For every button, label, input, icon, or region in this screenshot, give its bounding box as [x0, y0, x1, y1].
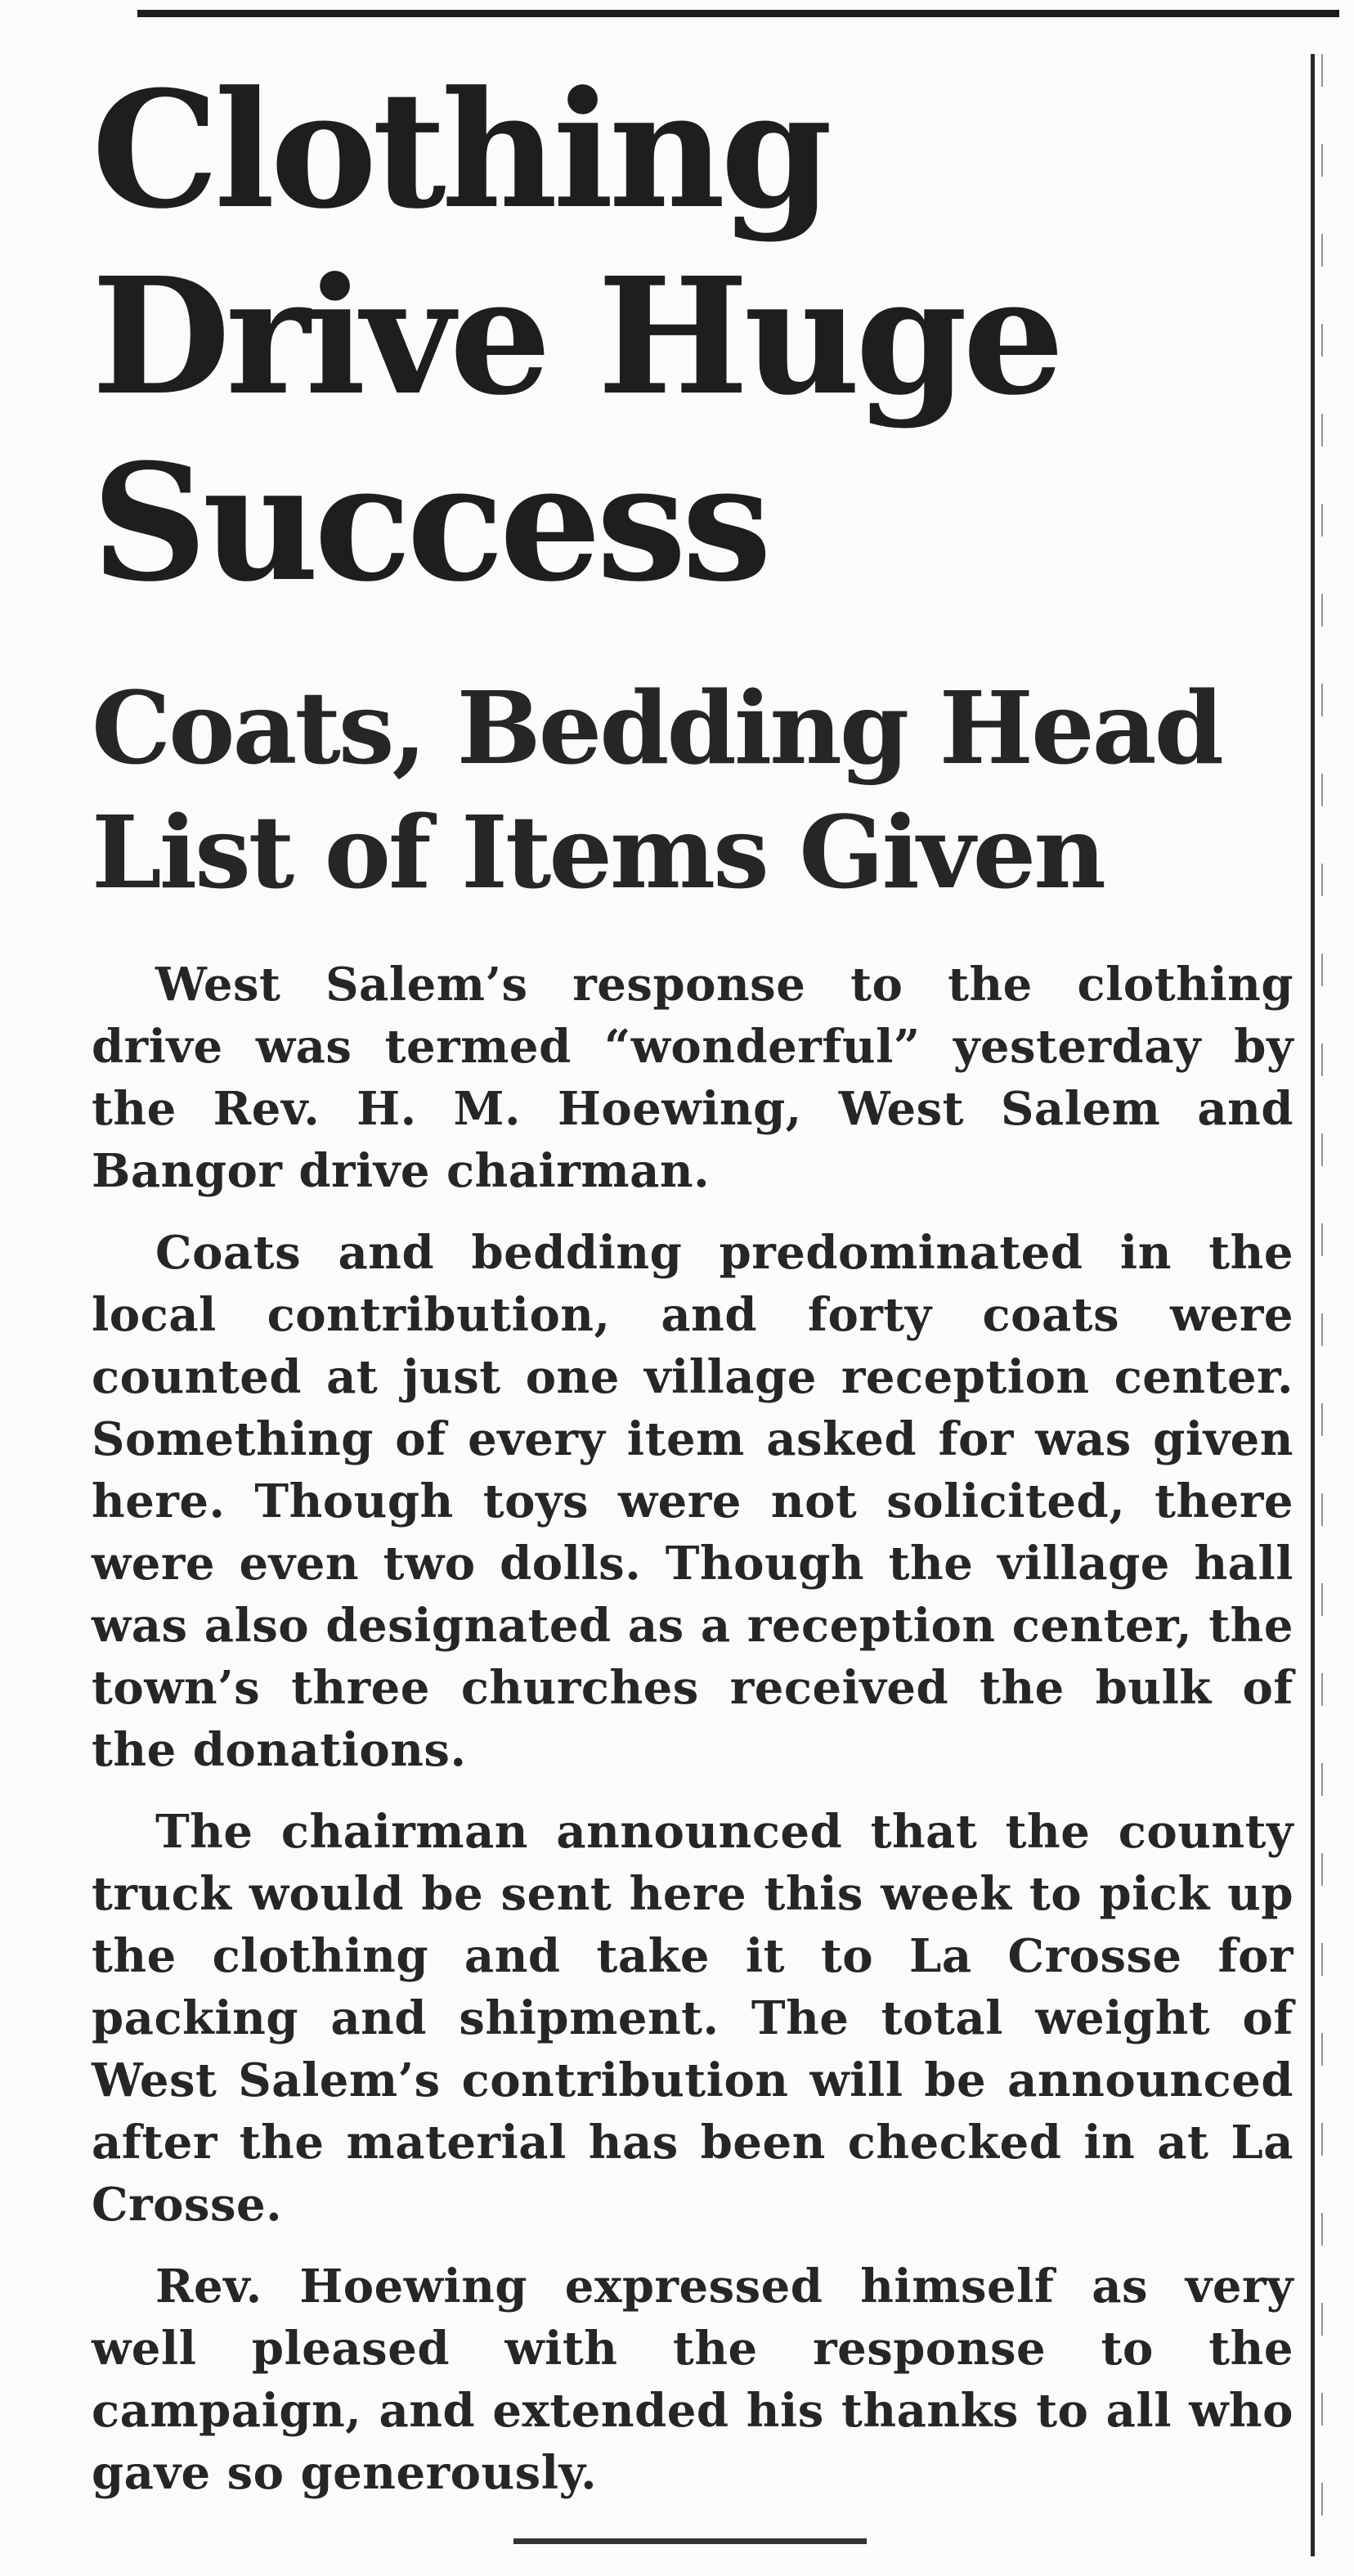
article-subheadline: Coats, Bedding Head List of Items Given [92, 669, 1222, 911]
article-paragraph-2: Coats and bedding predominated in the local contribution, and forty coats were counted at just one village reception center. Something of every item asked for was given here. Though toys were not solicited, there were even two dolls. Though the village hall was also designated as a reception center, the town’s three churches received the bulk of the donations. [92, 1226, 1293, 1777]
article-paragraph-3: The chairman announced that the county truck would be sent here this week to pick up the clothing and take it to La Crosse for packing and shipment. The total weight of West Salem’s contribution will be announced after the material has been checked in at La Crosse. [92, 1805, 1293, 2232]
top-column-rule [137, 10, 1339, 17]
adjacent-column-edge [1321, 54, 1323, 2556]
article-headline: Clothing Drive Huge Success [92, 56, 1060, 617]
article [92, 57, 1293, 2524]
article-paragraph-4: Rev. Hoewing expressed himself as very well pleased with the response to the campaign, and extended his thanks to all who gave so generously. [92, 2260, 1293, 2500]
right-column-rule [1311, 54, 1315, 2556]
article-body [92, 954, 1293, 2504]
article-end-rule [513, 2538, 867, 2544]
article-paragraph-1: West Salem’s response to the clothing drive was termed “wonderful” yesterday by the Rev. H. M. Hoewing, West Salem and Bangor drive chairman. [92, 958, 1293, 1198]
